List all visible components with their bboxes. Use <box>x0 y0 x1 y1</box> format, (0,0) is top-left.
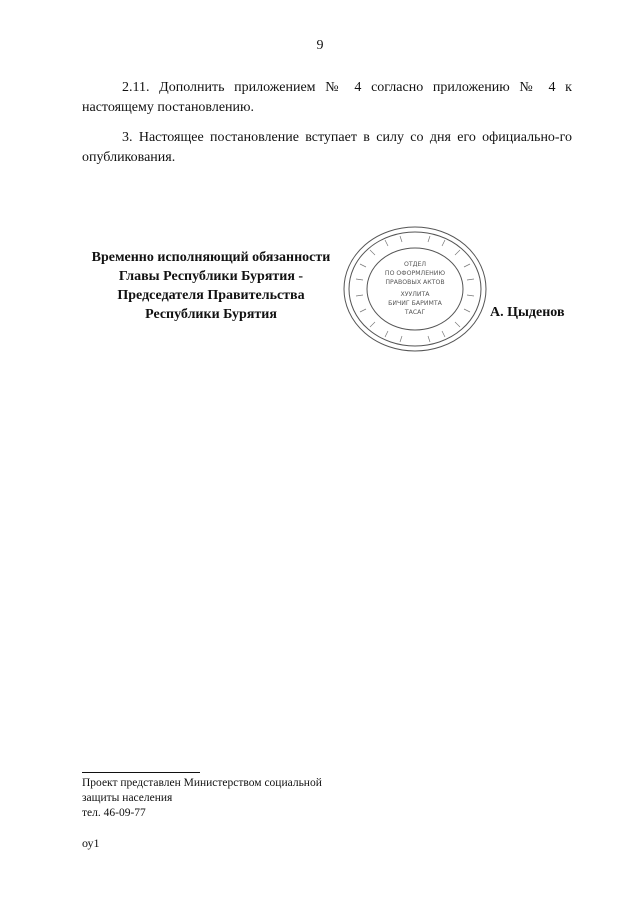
signer-name: А. Цыденов <box>490 305 565 320</box>
document-code: оу1 <box>82 836 100 850</box>
seal-inner-text: ПРАВОВЫХ АКТОВ <box>385 279 445 286</box>
paragraph-3: 3. Настоящее постановление вступает в силу со дня его официально-го опубликования. <box>82 130 572 165</box>
seal-inner-text: ПО ОФОРМЛЕНИЮ <box>384 270 446 277</box>
signatory-title-line: Главы Республики Бурятия - <box>118 269 304 284</box>
signatory-title-line: Председателя Правительства <box>117 288 305 303</box>
footer-divider <box>82 772 200 773</box>
seal-inner-text: БИЧИГ БАРИМТА <box>388 300 442 307</box>
signatory-title-line: Республики Бурятия <box>145 307 277 322</box>
seal-inner-text: ТАСАГ <box>404 309 426 316</box>
seal-inner-text: ОТДЕЛ <box>403 261 427 268</box>
footer-note <box>82 776 382 821</box>
page-number: 9 <box>316 38 324 53</box>
footer-line: защиты населения <box>82 792 173 804</box>
official-stamp-icon <box>340 224 490 354</box>
paragraph-2-11: 2.11. Дополнить приложением № 4 согласно приложению № 4 к настоящему постановлению. <box>82 80 572 115</box>
footer-line: Проект представлен Министерством социальной <box>82 777 322 789</box>
footer-line: тел. 46-09-77 <box>82 807 146 819</box>
seal-inner-text: ХУУЛИТА <box>400 291 430 298</box>
signatory-title-line: Временно исполняющий обязанности <box>91 250 331 265</box>
signatory-title <box>82 248 340 324</box>
